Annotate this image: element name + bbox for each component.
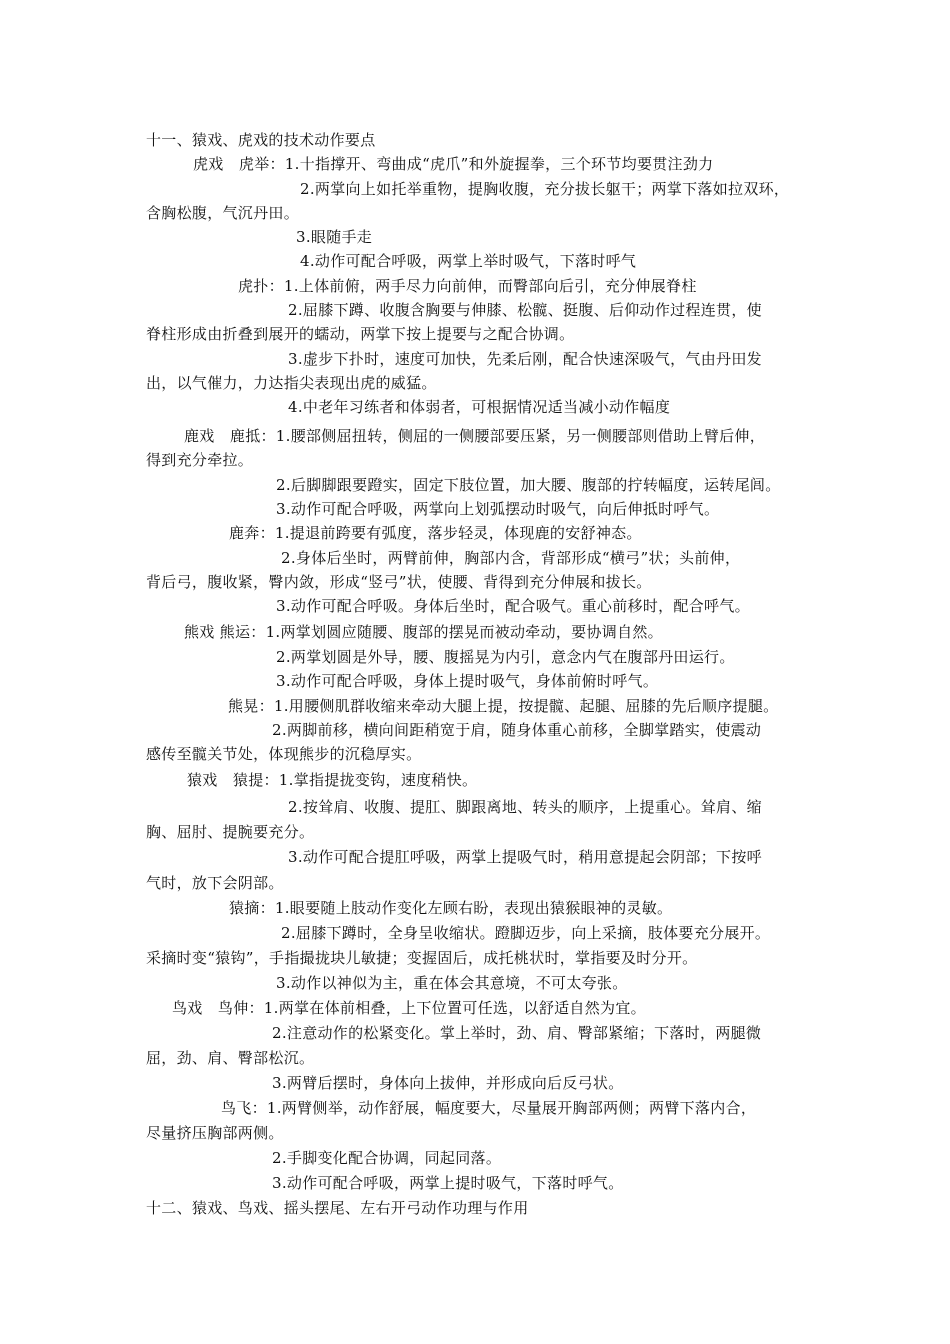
text-line: 2.按耸肩、收腹、提肛、脚跟离地、转头的顺序，上提重心。耸肩、缩 bbox=[288, 798, 762, 816]
text-line: 2.注意动作的松紧变化。掌上举时，劲、肩、臀部紧缩；下落时，两腿微 bbox=[272, 1024, 762, 1042]
text-line: 2.屈膝下蹲时，全身呈收缩状。蹬脚迈步，向上采摘，肢体要充分展开。 bbox=[281, 924, 771, 942]
text-line: 鸟戏 鸟伸：1.两掌在体前相叠，上下位置可任选，以舒适自然为宜。 bbox=[172, 999, 646, 1017]
text-line: 2.两掌向上如托举重物，提胸收腹，充分拔长躯干；两掌下落如拉双环， bbox=[300, 180, 790, 198]
text-line: 4.中老年习练者和体弱者，可根据情况适当减小动作幅度 bbox=[288, 398, 671, 416]
text-line: 屈，劲、肩、臀部松沉。 bbox=[146, 1049, 315, 1067]
text-line: 3.动作可配合呼吸，两掌向上划弧摆动时吸气，向后伸抵时呼气。 bbox=[276, 500, 720, 518]
text-line: 胸、屈肘、提腕要充分。 bbox=[146, 823, 315, 841]
text-line: 鹿奔：1.提退前跨要有弧度，落步轻灵，体现鹿的安舒神态。 bbox=[229, 524, 642, 542]
text-line: 虎扑：1.上体前俯，两手尽力向前伸，而臀部向后引，充分伸展脊柱 bbox=[238, 277, 697, 295]
text-line: 3.动作可配合提肛呼吸，两掌上提吸气时，稍用意提起会阴部；下按呼 bbox=[288, 848, 762, 866]
text-line: 尽量挤压胸部两侧。 bbox=[146, 1124, 284, 1142]
text-line: 2.屈膝下蹲、收腹含胸要与伸膝、松髋、挺腹、后仰动作过程连贯，使 bbox=[288, 301, 762, 319]
text-line: 3.眼随手走 bbox=[296, 228, 373, 246]
text-line: 猿摘：1.眼要随上肢动作变化左顾右盼，表现出猿猴眼神的灵敏。 bbox=[229, 899, 673, 917]
text-line: 熊戏 熊运：1.两掌划圆应随腰、腹部的摆晃而被动牵动，要协调自然。 bbox=[184, 623, 663, 641]
text-line: 含胸松腹，气沉丹田。 bbox=[146, 204, 300, 222]
text-line: 3.虚步下扑时，速度可加快，先柔后刚，配合快速深吸气，气由丹田发 bbox=[288, 350, 762, 368]
text-line: 3.动作以神似为主，重在体会其意境，不可太夸张。 bbox=[276, 974, 628, 992]
text-line: 出，以气催力，力达指尖表现出虎的威猛。 bbox=[146, 374, 437, 392]
text-line: 2.身体后坐时，两臂前伸，胸部内含，背部形成“横弓”状；头前伸， bbox=[281, 549, 741, 567]
text-line: 得到充分牵拉。 bbox=[146, 451, 254, 469]
text-line: 背后弓，腹收紧，臀内敛，形成“竖弓”状，使腰、背得到充分伸展和拔长。 bbox=[146, 573, 652, 591]
text-line: 鹿戏 鹿抵：1.腰部侧屈扭转，侧屈的一侧腰部要压紧，另一侧腰部则借助上臂后伸， bbox=[184, 427, 766, 445]
text-line: 2.两脚前移，横向间距稍宽于肩，随身体重心前移，全脚掌踏实，使震动 bbox=[272, 721, 762, 739]
text-line: 猿戏 猿提：1.掌指提拢变钩，速度稍快。 bbox=[187, 771, 478, 789]
text-line: 脊柱形成由折叠到展开的蠕动，两掌下按上提要与之配合协调。 bbox=[146, 325, 575, 343]
text-line: 3.动作可配合呼吸，身体上提时吸气，身体前俯时呼气。 bbox=[276, 672, 659, 690]
text-line: 感传至髋关节处，体现熊步的沉稳厚实。 bbox=[146, 745, 422, 763]
text-line: 3.动作可配合呼吸，两掌上提时吸气，下落时呼气。 bbox=[272, 1174, 624, 1192]
text-line: 2.后脚脚跟要蹬实，固定下肢位置，加大腰、腹部的拧转幅度，运转尾闾。 bbox=[276, 476, 781, 494]
text-line: 虎戏 虎举：1.十指撑开、弯曲成“虎爪”和外旋握拳，三个环节均要贯注劲力 bbox=[193, 155, 714, 173]
text-line: 4.动作可配合呼吸，两掌上举时吸气，下落时呼气 bbox=[300, 252, 637, 270]
text-line: 3.两臂后摆时，身体向上拔伸，并形成向后反弓状。 bbox=[272, 1074, 624, 1092]
text-line: 2.两掌划圆是外导，腰、腹摇晃为内引，意念内气在腹部丹田运行。 bbox=[276, 648, 735, 666]
section-heading-12: 十二、猿戏、鸟戏、摇头摆尾、左右开弓动作功理与作用 bbox=[146, 1199, 529, 1217]
section-heading-11: 十一、猿戏、虎戏的技术动作要点 bbox=[146, 131, 376, 149]
text-line: 熊晃：1.用腰侧肌群收缩来牵动大腿上提，按提髋、起腿、屈膝的先后顺序提腿。 bbox=[228, 697, 779, 715]
text-line: 气时，放下会阴部。 bbox=[146, 874, 284, 892]
text-line: 鸟飞：1.两臂侧举，动作舒展，幅度要大，尽量展开胸部两侧；两臂下落内合， bbox=[221, 1099, 757, 1117]
text-line: 采摘时变“猿钩”，手指撮拢块儿敏捷；变握固后，成托桃状时，掌指要及时分开。 bbox=[146, 949, 698, 967]
text-line: 2.手脚变化配合协调，同起同落。 bbox=[272, 1149, 502, 1167]
text-line: 3.动作可配合呼吸。身体后坐时，配合吸气。重心前移时，配合呼气。 bbox=[276, 597, 750, 615]
